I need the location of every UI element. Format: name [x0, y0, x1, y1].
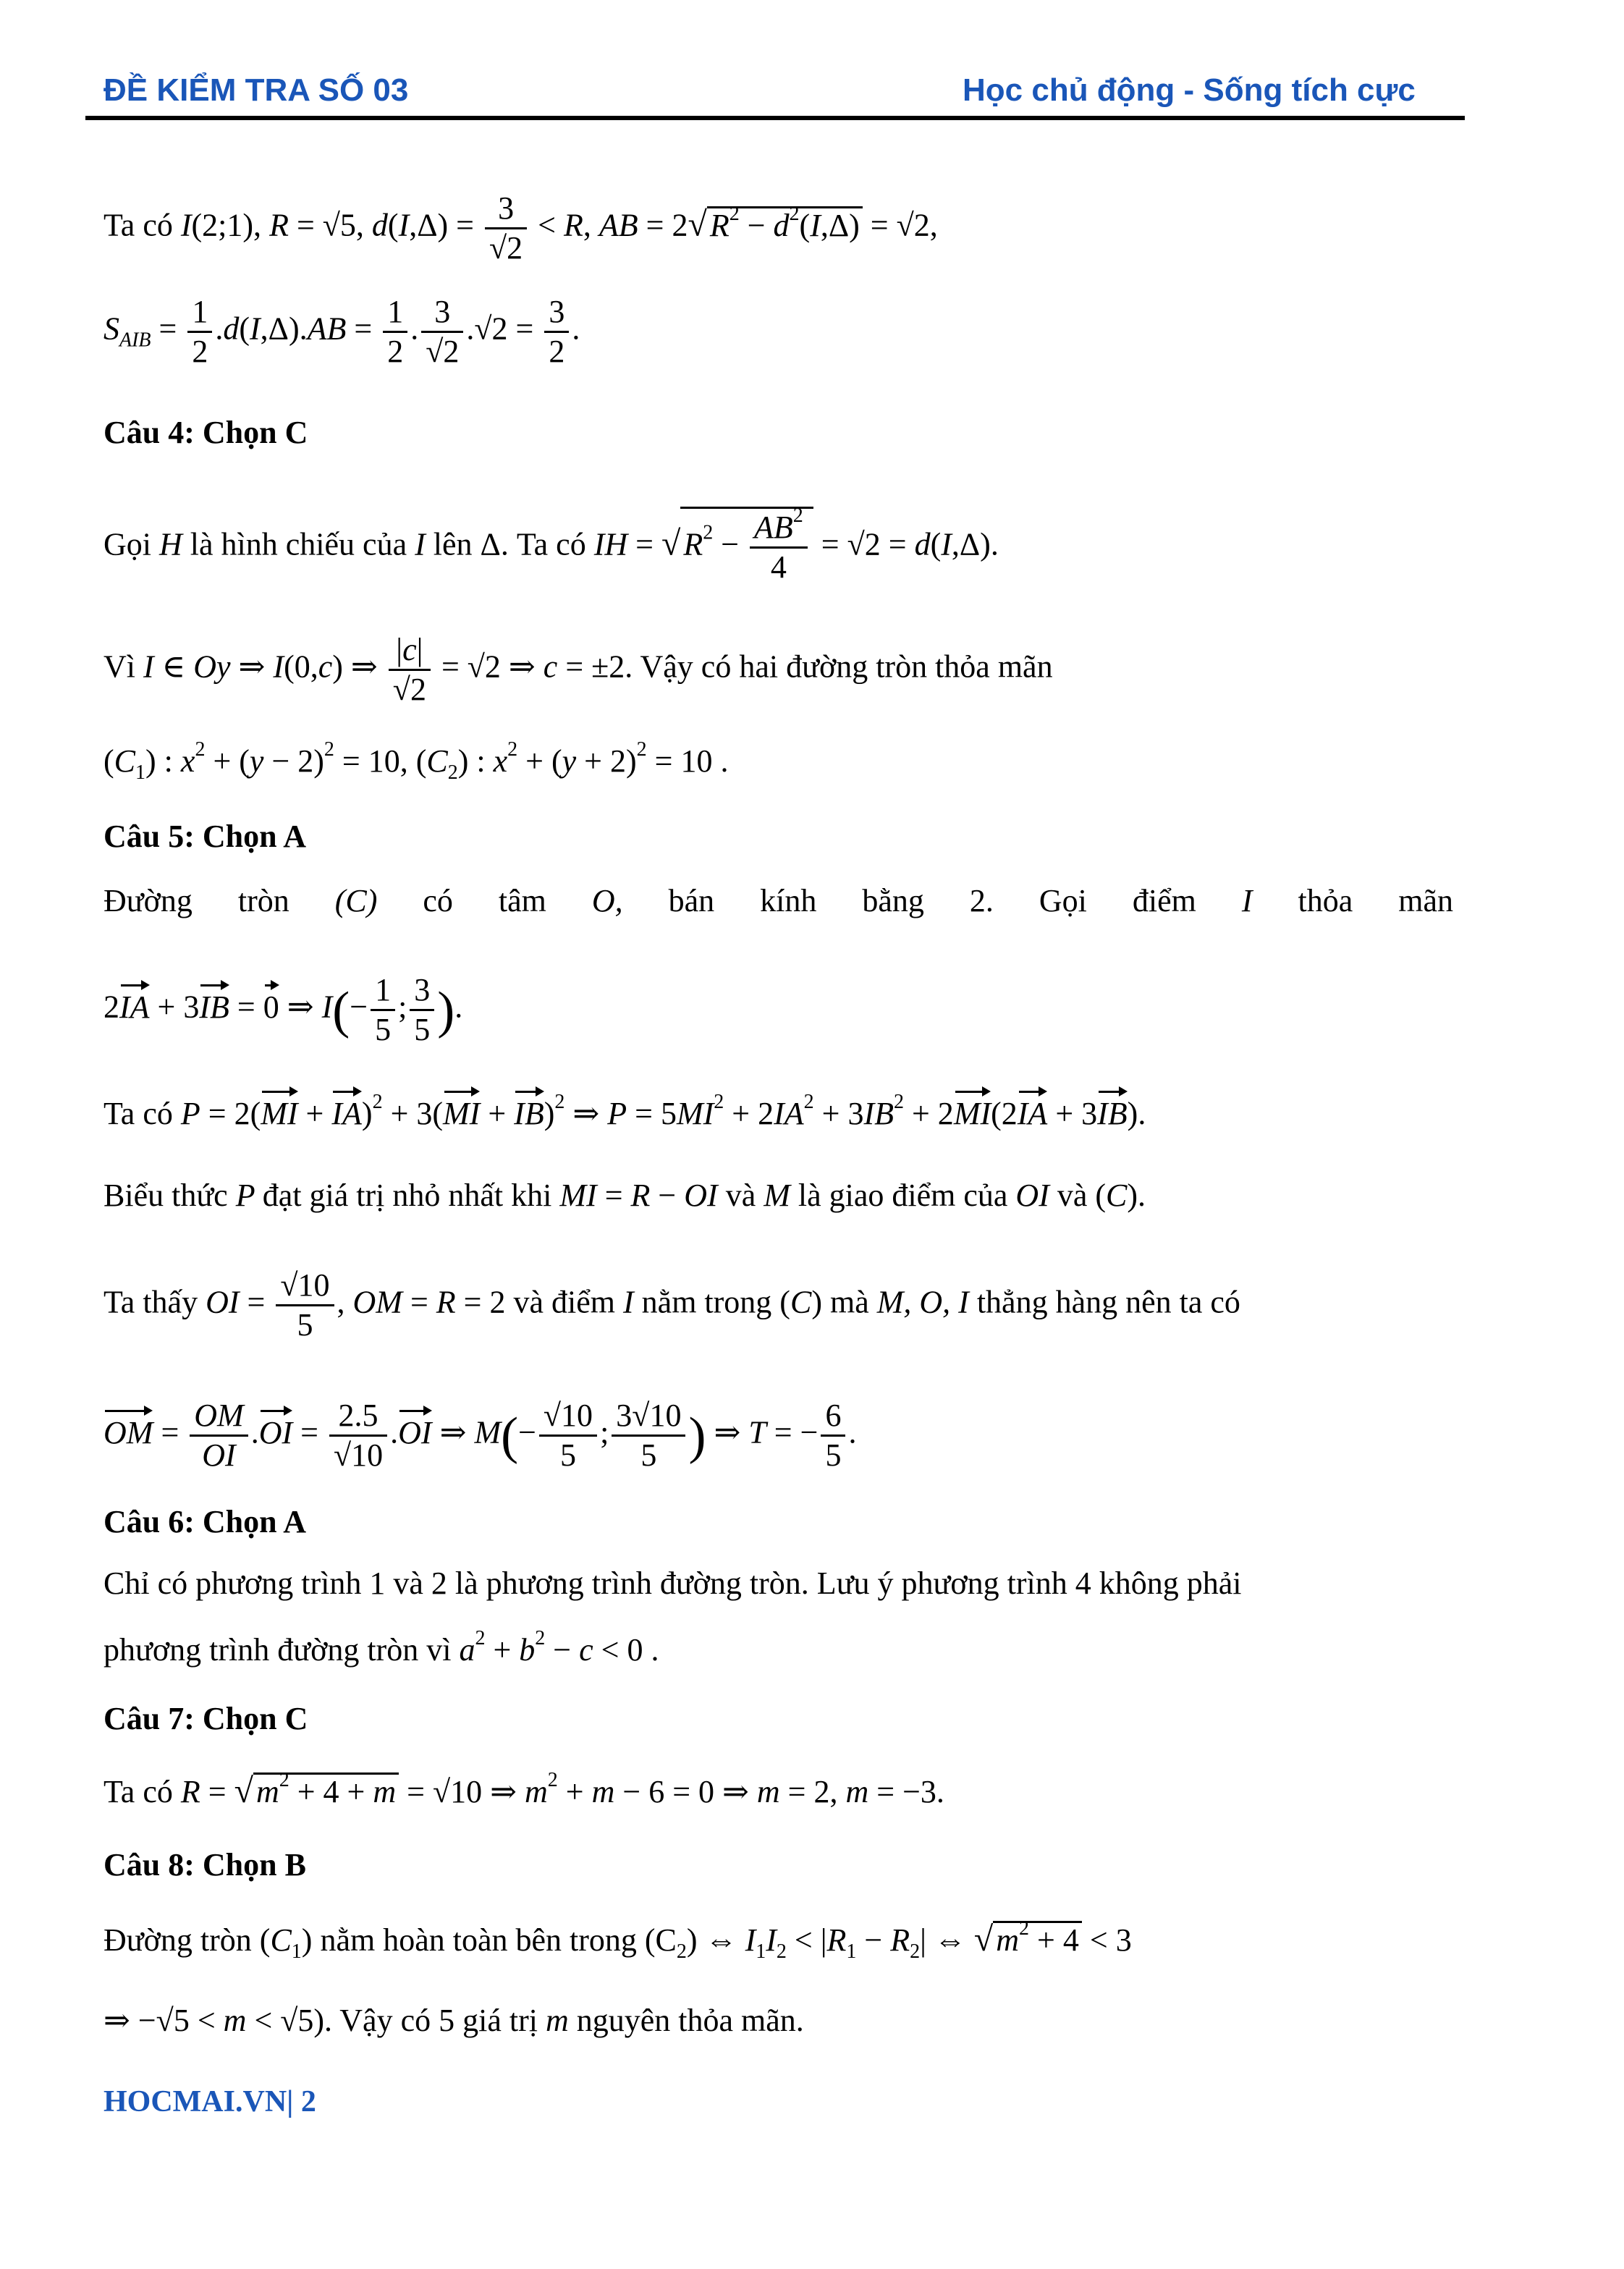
q5-word: bằng [862, 883, 924, 918]
q8-heading: Câu 8: Chọn B [103, 1847, 306, 1883]
q6-line-2-text: phương trình đường tròn vì [103, 1632, 452, 1668]
q7-heading: Câu 7: Chọn C [103, 1701, 308, 1736]
q8-text-3: ). Vậy có 5 giá trị [313, 2003, 538, 2038]
q5-ta-co: Ta có [103, 1096, 173, 1131]
q5-line-1 [103, 879, 1453, 923]
q4-heading: Câu 4: Chọn C [103, 415, 308, 450]
q5-line-3: Ta có P = 2(MI + IA)$^2$ + 3(MI + IB)$^2$ ⇒ $P = 5MI^2 + 2IA^2 + 3IB^2 + 2MI(2IA + 3IB)$. [103, 1089, 1146, 1136]
q5-ma: ) mà [811, 1284, 869, 1320]
q5-bieu-thuc: Biểu thức [103, 1178, 228, 1213]
q5-line-5: Ta thấy OI = $\frac{√10}{5}$ , OM = R = 2 và điểm I nằm trong (C) mà M, O, I thẳng hàng nên ta có [103, 1267, 1240, 1343]
q4-text-3: lên [433, 526, 473, 562]
q5-va: và [725, 1178, 756, 1213]
q5-va-c: và ( [1057, 1178, 1107, 1213]
q5-line-4: Biểu thức P đạt giá trị nhỏ nhất khi MI = R − OI và M là giao điểm của OI và (C). [103, 1178, 1146, 1213]
footer-page-label: HOCMAI.VN| 2 [103, 2085, 316, 2118]
q7-ta-co: Ta có [103, 1774, 173, 1809]
q4-conclusion: . Vậy có hai đường tròn thỏa mãn [625, 648, 1053, 685]
q5-word: I [1241, 883, 1253, 918]
intro-line-2: $S_{AIB}$ = $\frac{1}{2}$ .d(I,Δ).AB = $\frac{1}{2}$ . $\frac{3}{√2}$ .√2 = $\frac{3}{2}$ . [103, 294, 580, 369]
q4-line-1: Gọi H là hình chiếu của I lên Δ. Ta có IH = $√R^2$ − $\frac{AB^2}{4}$ = √2 = d(I,Δ). [103, 504, 999, 585]
q8-line-1: Đường tròn $(C_1)$ nằm hoàn toàn bên trong $(C_2)$ ⇔ $I_1I_2 < |R_1 - R_2|$ ⇔ $√m^2 + 4 < 3$ [103, 1917, 1132, 1963]
q5-giao-diem: là giao điểm của [798, 1178, 1008, 1213]
q5-ta-thay: Ta thấy [103, 1284, 198, 1320]
q5-word: thỏa [1298, 883, 1353, 918]
q5-line-6: OM = $\frac{OM}{OI}$ .OI = $\frac{2.5}{√10}$ .OI ⇒ M(− $\frac{√10}{5}$ ; $\frac{3√10}{5}$ ) ⇒ T = − $\frac{6}{5}$ . [103, 1398, 857, 1473]
q5-close: ). [1127, 1178, 1146, 1213]
q5-thang-hang: thẳng hàng nên ta có [976, 1284, 1240, 1320]
header-slogan: Học chủ động - Sống tích cực [963, 72, 1416, 108]
q5-word: O, [591, 883, 623, 918]
q5-word: có [423, 883, 453, 918]
q8-text-2: nằm hoàn toàn bên trong (C [320, 1922, 677, 1958]
q4-vi: Vì [103, 648, 135, 685]
q8-text-1: Đường tròn [103, 1922, 252, 1958]
q4-text-2: là hình chiếu của [190, 526, 407, 562]
q5-p-min: đạt giá trị nhỏ nhất khi [262, 1178, 552, 1213]
header-rule [85, 116, 1465, 120]
q4-line-3: $(C_1)$ : $x^2 + (y - 2)^2 = 10$, $(C_2)$ : $x^2 + (y + 2)^2 = 10$ . [103, 738, 729, 784]
q4-text-1: Gọi [103, 526, 151, 562]
q5-word: bán [668, 883, 715, 918]
q4-line-2: Vì I ∈ Oy ⇒ I(0,c) ⇒ $\frac{|c|}{√2}$ = √2 ⇒ c = ±2. Vậy có hai đường tròn thỏa mãn [103, 632, 1053, 707]
q5-word: (C) [334, 883, 378, 918]
q6-heading: Câu 6: Chọn A [103, 1504, 306, 1539]
q7-line-1: Ta có $R = √m^2 + 4 + m = √10$ ⇒ $m^2 + m - 6 = 0$ ⇒ m = 2, m = −3. [103, 1769, 944, 1810]
q5-line-2: 2IA + 3IB = 0 ⇒ I(− $\frac{1}{5}$ ; $\frac{3}{5}$ ). [103, 972, 463, 1047]
q5-word: tròn [237, 883, 289, 918]
q5-va-diem: và điểm [513, 1284, 616, 1320]
q4-text-4: . Ta có [500, 526, 586, 562]
q5-word: điểm [1132, 883, 1196, 918]
q5-word: Đường [103, 883, 193, 918]
q6-line-1: Chỉ có phương trình 1 và 2 là phương trình đường tròn. Lưu ý phương trình 4 không phải [103, 1566, 1242, 1601]
q5-word: mãn [1398, 883, 1453, 918]
q6-line-2: phương trình đường tròn vì $a^2 + b^2 - c < 0$ . [103, 1627, 659, 1668]
q5-word: Gọi [1039, 883, 1087, 918]
q5-heading: Câu 5: Chọn A [103, 819, 306, 854]
q8-line-2: ⇒ −√5 < m < √5). Vậy có 5 giá trị m nguyên thỏa mãn. [103, 2003, 804, 2038]
q5-nam-trong: nằm trong ( [641, 1284, 790, 1320]
q5-word: 2. [969, 883, 994, 918]
q5-word: kính [760, 883, 817, 918]
intro-ta-co: Ta có [103, 207, 173, 243]
q8-text-4: nguyên thỏa mãn. [576, 2003, 804, 2038]
intro-line-1: Ta có I(2;1), R = √5, d(I,Δ) = $\frac{3}{√2}$ < R, AB = $2√R^2 - d^2(I,\Delta) = √2$, [103, 190, 938, 266]
header-title: ĐỀ KIỂM TRA SỐ 03 [103, 72, 409, 108]
q5-word: tâm [498, 883, 546, 918]
